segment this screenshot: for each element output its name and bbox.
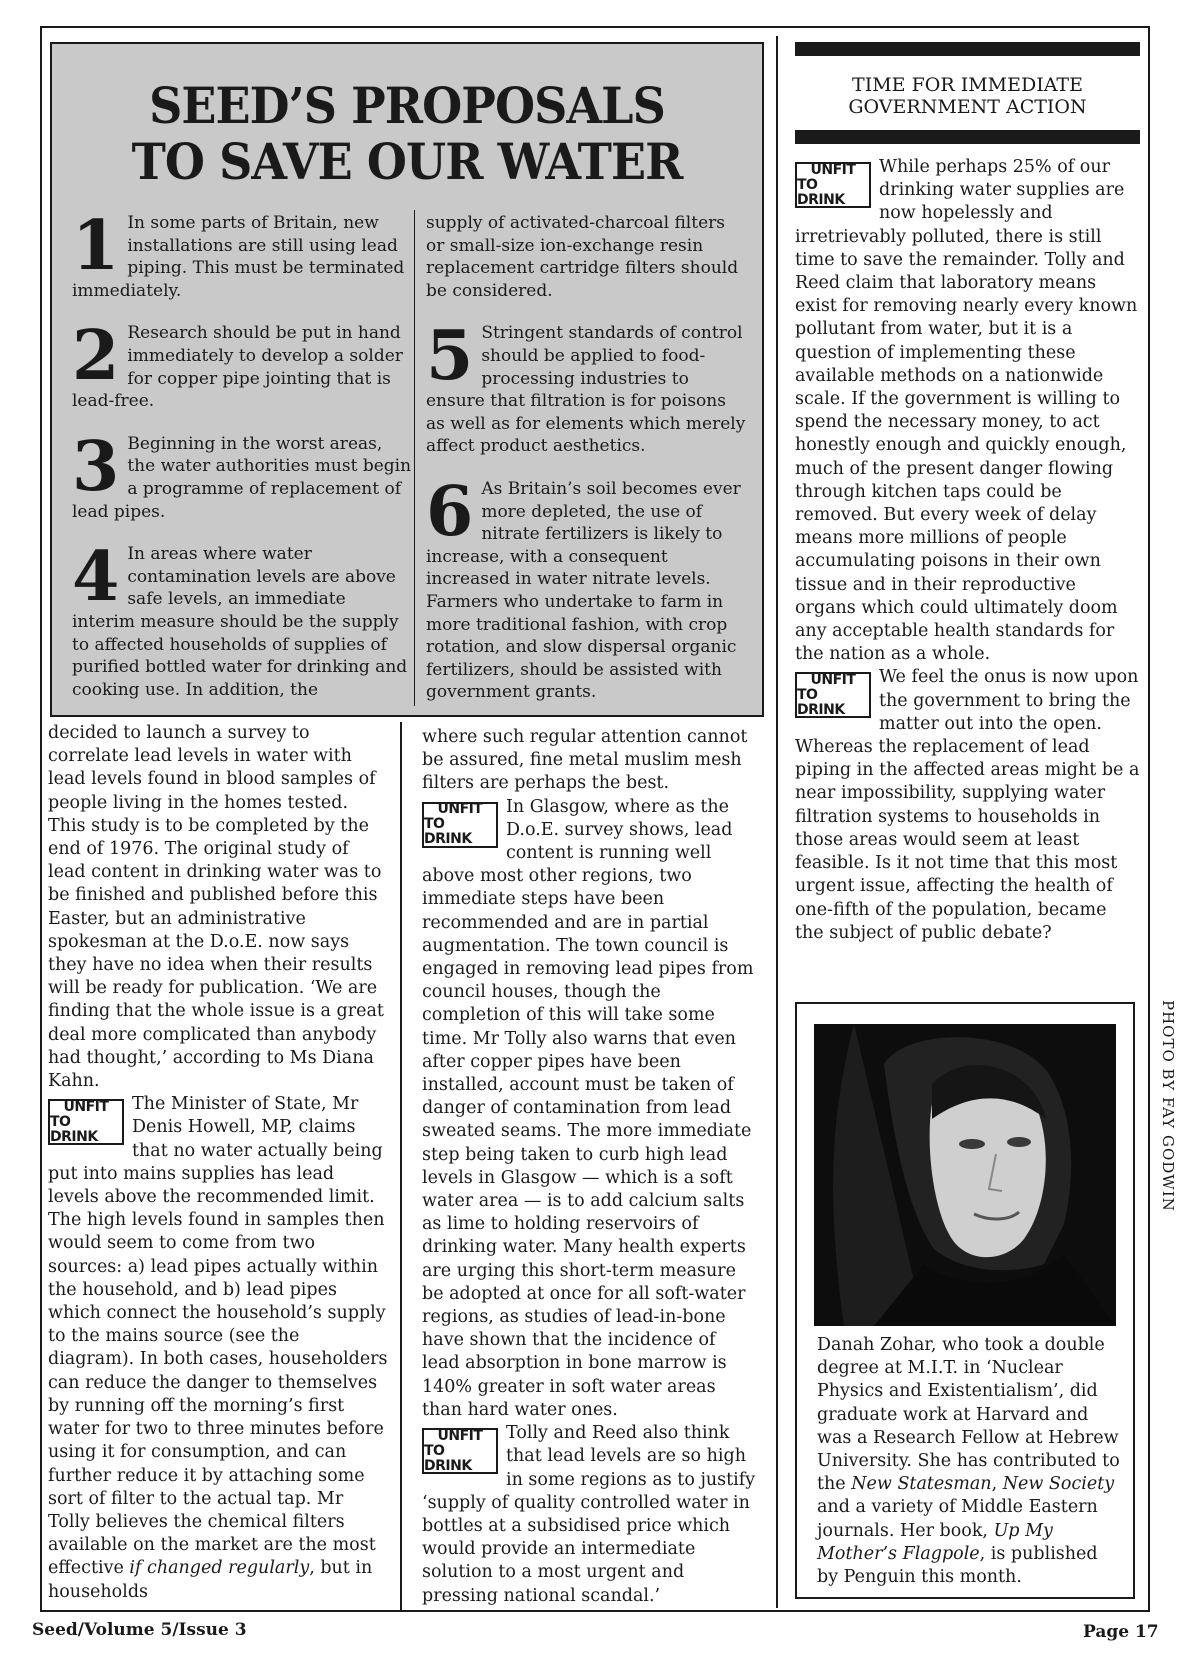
proposals-left-column [72,206,412,721]
article-column-1 [48,722,388,1604]
article-paragraph: decided to launch a survey to correlate lead levels in water with lead levels found in blood samples of people living in the homes tested. This study is to be completed by the end of 1976. The original study of lead content in drinking water was to be finished and published before this Easter, but an administrative spokesman at the D.o.E. now says they have no idea when their results will be ready for publication. ‘We are finding that the whole issue is a great deal more complicated than anybody had thought,’ according to Ms Diana Kahn. [48,723,384,1092]
article-column-2 [422,726,757,1608]
proposal-3 [72,426,412,523]
stamp-line2: TO DRINK [797,686,845,718]
article-paragraph: We feel the onus is now upon the government to bring the matter out into the open. Whereas the replacement of lead piping in the affected areas might be a near impossibility, supplying water filtration systems to households in those areas would seem at least feasible. Is it not time that this most urgent issue, affecting the health of one-fifth of the population, became the subject of public debate? [795,667,1140,943]
text-run: and a variety of Middle Eastern journals. Her book, [817,1497,1098,1541]
caption-text [817,1334,1122,1589]
proposal-text: In areas where water contamination levels are above safe levels, an immediate interim measure should be the supply to affected households of supplies of purified bottled water for drinking and cooking use. In addition, the [72,544,408,700]
unfit-to-drink-stamp-icon [48,1099,124,1145]
section-heading-line1: TIME FOR IMMEDIATE [852,74,1083,96]
proposal-text: Stringent standards of control should be applied to food-processing industries to ensure that filtration is for poisons as well as for elements which merely affect product aesthetics. [426,323,746,457]
proposal-text: Beginning in the worst areas, the water authorities must begin a programme of replacement of lead pipes. [72,433,412,522]
photo-caption [817,1334,1122,1589]
stamp-line1: UNFIT [63,1098,109,1115]
section-heading-line2: GOVERNMENT ACTION [848,96,1087,118]
article-paragraph [48,1093,388,1603]
proposal-text: In some parts of Britain, new installations are still using lead piping. This must be terminated immediately. [72,213,405,301]
proposal-5 [426,316,746,458]
heading-rule-bottom [795,130,1140,144]
text-run: , but in households [48,1558,373,1602]
proposals-right-column [426,212,746,724]
proposals-box [50,42,764,717]
photo-credit: PHOTO BY FAY GODWIN [1159,1000,1177,1212]
text-run: The Minister of State, Mr Denis Howell, MP, claims that no water actually being put into mains supplies has lead levels above the recommended limit. The high levels found in samples then would seem to come from two sources: a) lead pipes actually within the household, and b) lead pipes which connect the household’s supply to the mains source (see the diagram). In both cases, householders can reduce the danger to themselves by running off the morning’s first water for two to three minutes before using it for consumption, and can further reduce it by attaching some sort of filter to the actual tap. Mr Tolly believes the chemical filters available on the market are the most effective [48,1094,388,1579]
article-paragraph: In Glasgow, where as the D.o.E. survey shows, lead content is running well above most other regions, two immediate steps have been recommended and are in partial augmentation. The town council is engaged in removing lead pipes from council houses, though the completion of this will take some time. Mr Tolly also warns that even after copper pipes have been installed, account must be taken of danger of contamination from lead sweated seams. The more immediate step being taken to curb high lead levels in Glasgow — which is a soft water area — is to add calcium salts as lime to holding reservoirs of drinking water. Many health experts are urging this short-term measure be adopted at once for all soft-water regions, as studies of lead-in-bone have shown that the incidence of lead absorption in bone marrow is 140% greater in soft water areas than hard water ones. [422,796,754,1420]
article-paragraph: Tolly and Reed also think that lead levels are so high in some regions as to justify ‘supply of quality controlled water in bottles at a subsidised price which would provide an intermediate solution to a most urgent and pressing national scandal.’ [422,1423,756,1606]
italic-text: New Society [1002,1474,1115,1495]
stamp-line2: TO DRINK [797,176,845,208]
italic-text: if changed regularly [129,1558,310,1579]
column-divider [400,722,402,1612]
proposal-6 [426,471,746,704]
proposal-text: supply of activated-charcoal filters or small-size ion-exchange resin replacement cartridge filters should be considered. [426,213,739,301]
article-paragraph: where such regular attention cannot be assured, fine metal muslim mesh filters are perhaps the best. [422,727,748,794]
proposal-number: 6 [426,471,474,552]
proposal-number: 2 [72,316,120,397]
proposal-text: Research should be put in hand immediately to develop a solder for copper pipe jointing that is lead-free. [72,323,403,412]
stamp-line1: UNFIT [437,1427,483,1444]
proposal-number: 3 [72,426,120,507]
text-run: , [991,1474,1003,1495]
proposal-number: 1 [72,206,120,286]
article-paragraph: While perhaps 25% of our drinking water supplies are now hopelessly and irretrievably polluted, there is still time to save the remainder. Tolly and Reed claim that laboratory means exist for removing nearly every known pollutant from water, but it is a question of implementing these available methods on a nationwide scale. If the government is willing to spend the necessary money, to act honestly enough and quickly enough, much of the present danger flowing through kitchen taps could be removed. But every week of delay means more millions of people accumulating poisons in their own tissue and in their reproductive organs which could ultimately doom any acceptable health standards for the nation as a whole. [795,157,1138,665]
proposal-number: 5 [426,316,474,397]
page-number: Page 17 [1083,1622,1159,1642]
proposal-number: 4 [72,537,120,618]
stamp-line1: UNFIT [810,671,856,688]
unfit-to-drink-stamp-icon [422,802,498,848]
proposal-1 [72,206,412,302]
text-run: Danah Zohar, who took a double degree at M.I.T. in ‘Nuclear Physics and Existentialism’, did graduate work at Harvard and was a Research Fellow at Hebrew University. She has contributed to the [817,1335,1120,1495]
proposal-4 [72,537,412,701]
box-title-line2: TO SAVE OUR WATER [131,132,683,191]
stamp-line1: UNFIT [810,161,856,178]
unfit-to-drink-stamp-icon [795,672,871,718]
stamp-line2: TO DRINK [50,1113,98,1145]
unfit-to-drink-stamp-icon [795,162,871,208]
author-photo-box [795,1002,1135,1599]
author-photo [814,1024,1116,1326]
stamp-line2: TO DRINK [424,1442,472,1474]
box-title-line1: SEED’S PROPOSALS [149,76,665,135]
box-title [80,78,733,190]
box-column-divider [414,210,415,706]
italic-text: New Statesman [851,1474,992,1495]
portrait-image [814,1024,1116,1326]
stamp-line2: TO DRINK [424,816,472,848]
column-divider [776,36,778,1608]
heading-rule-top [795,42,1140,56]
section-heading [795,56,1140,130]
text-run: , is published by Penguin this month. [817,1543,1098,1588]
unfit-to-drink-stamp-icon [422,1428,498,1474]
proposal-2 [72,316,412,412]
proposal-4-continued [426,212,746,302]
proposal-text: As Britain’s soil becomes ever more depleted, the use of nitrate fertilizers is likely to increase, with a consequent increased in water nitrate levels. Farmers who undertake to farm in more traditional fashion, with crop rotation, and slow dispersal organic fertilizers, should be assisted with government grants. [426,478,741,703]
right-column [795,42,1140,945]
italic-text: Up My Mother’s Flagpole [817,1520,1053,1564]
issue-label: Seed/Volume 5/Issue 3 [32,1620,247,1640]
stamp-line1: UNFIT [437,801,483,818]
